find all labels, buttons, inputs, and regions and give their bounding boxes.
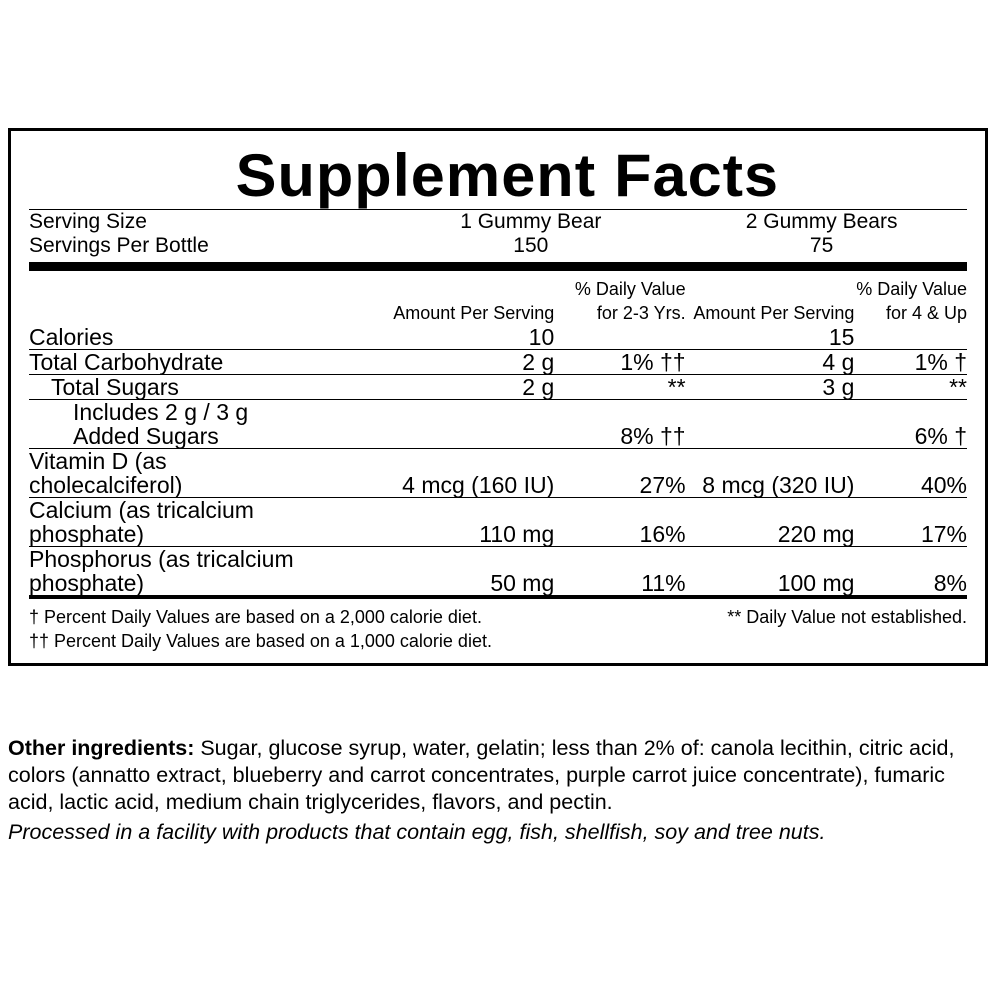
row-dv-2: 1% † — [854, 350, 967, 375]
header-dv2-line2: for 4 & Up — [885, 303, 967, 323]
row-dv-2 — [854, 325, 967, 350]
row-amount-1 — [310, 400, 554, 449]
row-dv-1: 1% †† — [554, 350, 685, 375]
table-row — [29, 547, 967, 598]
allergen-statement: Processed in a facility with products that contain egg, fish, shellfish, soy and tree nuts. — [8, 820, 826, 844]
table-row — [29, 449, 967, 498]
servings-per-bottle-row — [29, 234, 967, 258]
row-amount-2: 100 mg — [686, 547, 855, 598]
footnotes — [29, 605, 967, 653]
row-amount-1: 2 g — [310, 350, 554, 375]
row-dv-2: 40% — [854, 449, 967, 498]
nutrition-table — [29, 277, 967, 599]
header-dv2-line1: % Daily Value — [856, 279, 967, 299]
row-name: Vitamin D (as cholecalciferol) — [29, 449, 310, 498]
other-ingredients-label: Other ingredients: — [8, 736, 195, 760]
other-ingredients-block — [8, 735, 992, 846]
row-dv-2: ** — [854, 375, 967, 400]
row-dv-2: 17% — [854, 498, 967, 547]
row-amount-2: 3 g — [686, 375, 855, 400]
supplement-facts-panel — [8, 128, 988, 666]
row-name: Calories — [29, 325, 310, 350]
row-amount-1: 50 mg — [310, 547, 554, 598]
header-amount-per-serving-2: Amount Per Serving — [693, 303, 855, 323]
footnote-daily-value-not-established: ** Daily Value not established. — [727, 607, 967, 627]
row-name: Calcium (as tricalcium phosphate) — [29, 498, 310, 547]
row-amount-2: 15 — [686, 325, 855, 350]
row-dv-1: 8% †† — [554, 400, 685, 449]
table-row — [29, 350, 967, 375]
row-dv-1: 16% — [554, 498, 685, 547]
serving-size-col2: 2 Gummy Bears — [745, 210, 898, 233]
panel-title: Supplement Facts — [235, 142, 780, 209]
row-dv-1: 11% — [554, 547, 685, 598]
footnote-line-2: †† Percent Daily Values are based on a 1,000 calorie diet. — [29, 631, 492, 651]
header-dv1-line2: for 2-3 Yrs. — [596, 303, 686, 323]
header-daily-value-1 — [554, 277, 685, 325]
serving-size-col1: 1 Gummy Bear — [460, 210, 602, 233]
header-amount-per-serving-1: Amount Per Serving — [393, 303, 555, 323]
table-row — [29, 400, 967, 449]
row-amount-1: 110 mg — [310, 498, 554, 547]
column-header-row — [29, 277, 967, 325]
other-ingredients-paragraph — [8, 735, 992, 816]
row-amount-1: 2 g — [310, 375, 554, 400]
row-dv-2: 8% — [854, 547, 967, 598]
table-row — [29, 375, 967, 400]
row-dv-1: 27% — [554, 449, 685, 498]
footnote-line-1: † Percent Daily Values are based on a 2,000 calorie diet. — [29, 607, 482, 627]
serving-info-table — [29, 210, 967, 258]
row-name: Phosphorus (as tricalcium phosphate) — [29, 547, 310, 598]
header-daily-value-2 — [854, 277, 967, 325]
row-amount-1: 4 mcg (160 IU) — [310, 449, 554, 498]
row-amount-1: 10 — [310, 325, 554, 350]
row-name: Includes 2 g / 3 g Added Sugars — [29, 400, 310, 449]
row-amount-2: 8 mcg (320 IU) — [686, 449, 855, 498]
row-dv-1 — [554, 325, 685, 350]
servings-per-bottle-label: Servings Per Bottle — [29, 234, 209, 257]
row-name: Total Carbohydrate — [29, 350, 310, 375]
table-row — [29, 498, 967, 547]
serving-size-row — [29, 210, 967, 234]
row-amount-2: 220 mg — [686, 498, 855, 547]
row-dv-1: ** — [554, 375, 685, 400]
table-row — [29, 325, 967, 350]
other-ingredients-text: Sugar, glucose syrup, water, gelatin; less than 2% of: canola lecithin, citric acid, colors (annatto extract, blueberry and carrot concentrates, purple carrot juice concentrate), fumaric acid, lactic acid, medium chain triglycerides, flavors, and pectin. — [8, 736, 955, 814]
header-dv1-line1: % Daily Value — [574, 279, 686, 299]
servings-per-bottle-col1: 150 — [513, 234, 549, 257]
row-name: Total Sugars — [29, 375, 310, 400]
row-amount-2 — [686, 400, 855, 449]
serving-divider — [29, 262, 967, 271]
serving-size-label: Serving Size — [29, 210, 147, 233]
servings-per-bottle-col2: 75 — [809, 234, 834, 257]
row-dv-2: 6% † — [854, 400, 967, 449]
row-amount-2: 4 g — [686, 350, 855, 375]
